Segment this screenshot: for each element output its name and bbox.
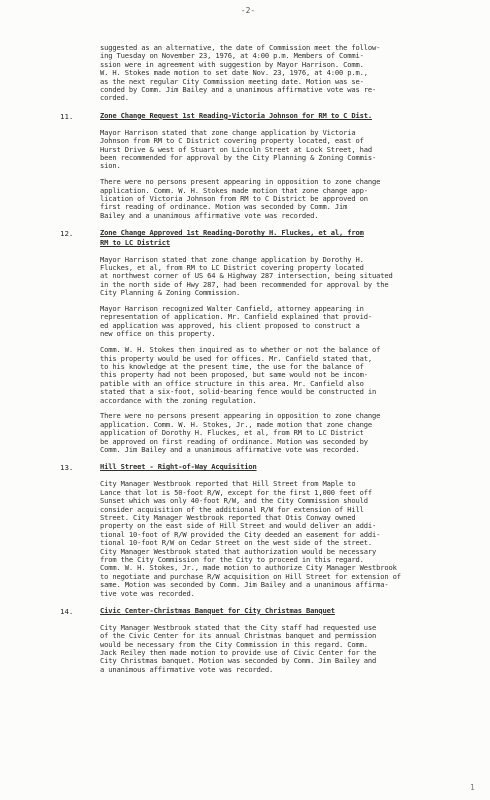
paragraph-line: in the north side of Hwy 287, had been recommended for approval by the <box>100 279 389 289</box>
paragraph-line: ed application was approved, his client proposed to construct a <box>100 320 360 330</box>
paragraph-line: Sunset which was only 40-foot R/W, and the City Commission should <box>100 496 368 506</box>
paragraph-line: Jack Reiley then made motion to provide use of Civic Center for the <box>100 648 377 657</box>
paragraph-line: property on the east side of Hill Street and would deliver an addi- <box>100 521 377 531</box>
paragraph-line: ing Tuesday on November 23, 1976, at 4:00 p.m. Members of Commi- <box>100 51 364 61</box>
page-number: -2- <box>240 6 256 15</box>
paragraph-line: application of Dorothy H. Fluckes, et al, from RM to LC District <box>100 428 364 438</box>
item-number: 12. <box>60 229 74 239</box>
paragraph-line: patible with an office structure in this area. Mr. Canfield also <box>100 378 364 388</box>
item-number: 13. <box>60 463 74 473</box>
paragraph-line: tional 10-foot of R/W provided the City deeded an easement for addi- <box>100 529 381 539</box>
paragraph-line: same. Motion was seconded by Comm. Jim Bailey and a unanimous affirma- <box>100 580 389 590</box>
paragraph-line: City Manager Westbrook stated that the City staff had requested use <box>100 622 377 632</box>
item-number: 14. <box>60 606 74 616</box>
paragraph-line: Mayor Harrison stated that zone change application by Victoria <box>100 127 356 137</box>
paragraph-line: Comm. Jim Bailey and a unanimous affirmative vote was recorded. <box>100 445 360 454</box>
item-heading: Civic Center-Christmas Banquet for City Christmas Banquet <box>100 605 335 615</box>
paragraph-line: Mayor Harrison recognized Walter Canfield, attorney appearing in <box>100 304 364 313</box>
paragraph-line: been recommended for approval by the City Planning & Zoning Commis- <box>100 152 377 162</box>
paragraph-line: accordance with the zoning regulation. <box>100 395 257 405</box>
paragraph-line: W. H. Stokes made motion to set date Nov. 23, 1976, at 4:00 p.m., <box>100 68 368 78</box>
paragraph-line: to negotiate and purchase R/W acquisition on Hill Street for extension of <box>100 571 401 581</box>
item-heading: Hill Street - Right-of-Way Acquisition <box>100 462 257 472</box>
paragraph-line: tional 10-foot R/W on Cedar Street on the west side of the street. <box>100 538 372 548</box>
paragraph-line: application. Comm. W. H. Stokes, Jr., made motion that zone change <box>100 419 372 429</box>
paragraph-line: new office on this property. <box>100 329 216 339</box>
paragraph-line: Mayor Harrison stated that zone change application by Dorothy H. <box>100 254 364 264</box>
paragraph-line: sion. <box>100 161 121 171</box>
paragraph-line: ssion were in agreement with suggestion by Mayor Harrison. Comm. <box>100 59 364 69</box>
paragraph-line: There were no persons present appearing in opposition to zone change <box>100 177 381 187</box>
paragraph-line: application. Comm. W. H. Stokes made motion that zone change app- <box>100 185 368 195</box>
paragraph-line: City Christmas banquet. Motion was seconded by Comm. Jim Bailey and <box>100 656 377 666</box>
paragraph-line: Bailey and a unanimous affirmative vote was recorded. <box>100 210 319 220</box>
paragraph-line: this property would be used for offices. Mr. Canfield stated that, <box>100 353 372 363</box>
paragraph-line: conded by Comm. Jim Bailey and a unanimous affirmative vote was re- <box>100 85 377 94</box>
paragraph-line: of the Civic Center for its annual Christmas banquet and permission <box>100 631 377 641</box>
paragraph-line: corded. <box>100 93 129 103</box>
paragraph-line: at northwest corner of US 64 & Highway 287 intersection, being situated <box>100 271 393 281</box>
item-heading: Zone Change Approved 1st Reading-Dorothy H. Fluckes, et al, from <box>100 228 364 238</box>
paragraph-line: Lance that lot is 50-foot R/W, except for the first 1,000 feet off <box>100 487 372 497</box>
paragraph-line: from the City Commission for the City to proceed in this regard. <box>100 554 364 564</box>
paragraph-line: would be necessary from the City Commission in this regard. Comm. <box>100 639 368 649</box>
paragraph-line: Street. City Manager Westbrook reported that Otis Conway owned <box>100 512 356 522</box>
paragraph-line: suggested as an alternative, the date of Commission meet the follow- <box>100 43 381 52</box>
paragraph-line: be approved on first reading of ordinance. Motion was seconded by <box>100 436 368 446</box>
paragraph-line: Comm. W. H. Stokes, Jr., made motion to authorize City Manager Westbrook <box>100 563 397 573</box>
paragraph-line: City Manager Westbrook stated that authorization would be necessary <box>100 546 377 556</box>
paragraph-line: representation of application. Mr. Canfield explained that provid- <box>100 312 372 322</box>
paragraph-line: Johnson from RM to C District covering property located, east of <box>100 136 364 146</box>
paragraph-line: as the next regular City Commission meeting date. Motion was se- <box>100 76 364 86</box>
paragraph-line: consider acquisition of the additional R/W for extension of Hill <box>100 504 364 514</box>
paragraph-line: to his knowledge at the present time, the use for the balance of <box>100 361 364 371</box>
paragraph-line: first reading of ordinance. Motion was seconded by Comm. Jim <box>100 202 348 212</box>
paragraph-line: tive vote was recorded. <box>100 588 195 598</box>
paragraph-line: City Manager Westbrook reported that Hill Street from Maple to <box>100 479 356 489</box>
item-heading: RM to LC District <box>100 237 171 247</box>
item-number: 11. <box>60 111 74 121</box>
paragraph-line: There were no persons present appearing in opposition to zone change <box>100 411 381 421</box>
item-heading: Zone Change Request 1st Reading-Victoria Johnson for RM to C Dist. <box>100 110 372 120</box>
paragraph-line: Comm. W. H. Stokes then inquired as to whether or not the balance of <box>100 345 381 355</box>
paragraph-line: lication of Victoria Johnson from RM to C District be approved on <box>100 194 368 203</box>
paragraph-line: Hurst Drive & west of Stuart on Lincoln Street at Lock Street, had <box>100 144 372 154</box>
paragraph-line: this property had not been proposed, but same would not be incom- <box>100 370 368 380</box>
paragraph-line: City Planning & Zoning Commission. <box>100 288 241 298</box>
paragraph-line: stated that a six-foot, solid-bearing fence would be constructed in <box>100 387 377 397</box>
paragraph-line: Fluckes, et al, from RM to LC District covering property located <box>100 262 364 272</box>
paragraph-line: a unanimous affirmative vote was recorded. <box>100 664 274 674</box>
corner-mark: 1 <box>470 783 475 792</box>
